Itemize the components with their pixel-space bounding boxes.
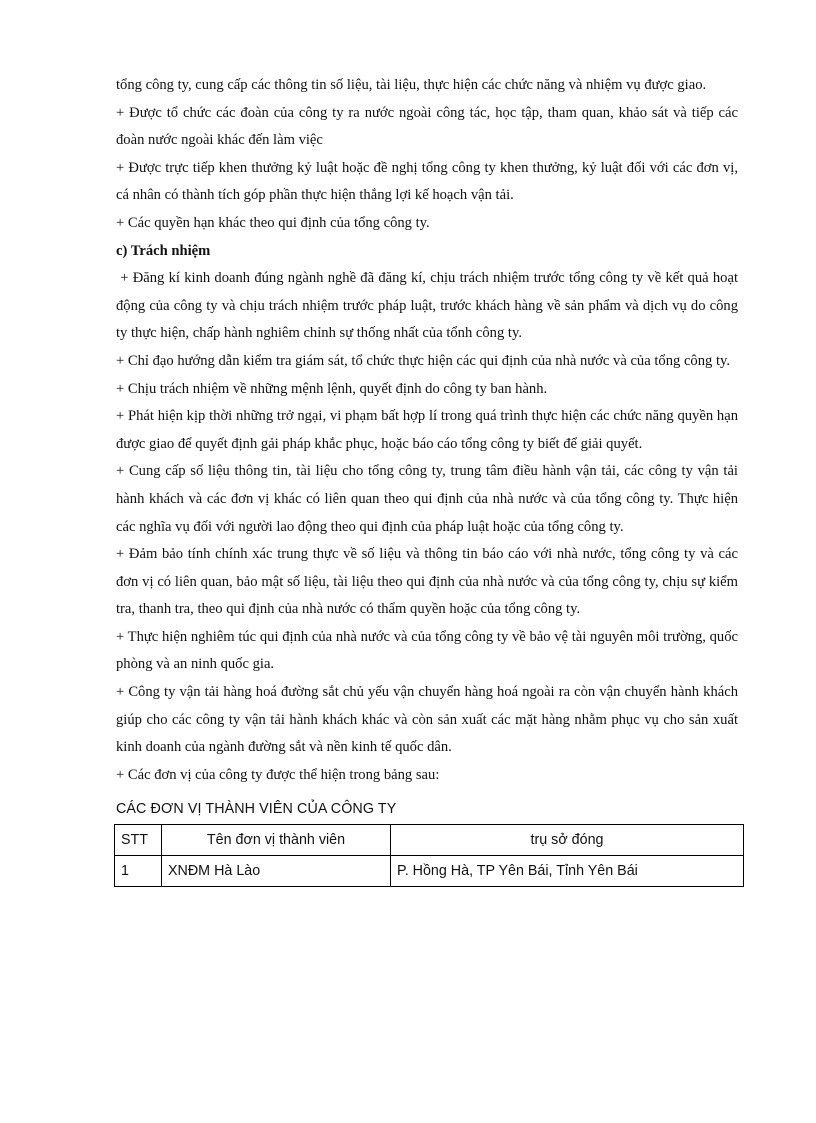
cell-location: P. Hồng Hà, TP Yên Bái, Tỉnh Yên Bái — [391, 856, 744, 887]
table-title: CÁC ĐƠN VỊ THÀNH VIÊN CỦA CÔNG TY — [116, 801, 397, 818]
paragraph: tổng công ty, cung cấp các thông tin số liệu, tài liệu, thực hiện các chức năng và nhiệm vụ được giao. — [116, 77, 707, 93]
paragraph: + Công ty vận tải hàng hoá đường sắt chủ yếu vận chuyển hàng hoá ngoài ra còn vận chuyển hành khách giúp cho các công ty vận tải hành khách khác và còn sản xuất các mặt hàng nhằm phục vụ cho sản xuất kinh doanh của ngành đường sắt và nền kinh tế quốc dân. — [116, 684, 738, 756]
paragraph: + Đảm bảo tính chính xác trung thực về số liệu và thông tin báo cáo với nhà nước, tổng công ty và các đơn vị có liên quan, bảo mật số liệu, tài liệu theo qui định của nhà nước và của tổng công ty, chịu sự kiểm tra, thanh tra, theo qui định của nhà nước có thẩm quyền hoặc của tổng công ty. — [116, 546, 738, 618]
header-unit-name: Tên đơn vị thành viên — [162, 825, 391, 856]
paragraph: + Được trực tiếp khen thưởng kỷ luật hoặc đề nghị tổng công ty khen thưởng, kỷ luật đối với các đơn vị, cá nhân có thành tích góp phần thực hiện thắng lợi kế hoạch vận tải. — [116, 159, 738, 204]
paragraph: + Cung cấp số liệu thông tin, tài liệu cho tổng công ty, trung tâm điều hành vận tải, các công ty vận tải hành khách và các đơn vị khác có liên quan theo qui định của nhà nước và của tổng công ty. Thực hiện các nghĩa vụ đối với người lao động theo qui định của pháp luật hoặc của tổng công ty. — [116, 463, 738, 535]
paragraph: + Phát hiện kịp thời những trở ngại, vi phạm bất hợp lí trong quá trình thực hiện các chức năng quyền hạn được giao để quyết định gải pháp khắc phục, hoặc báo cáo tổng công ty biết để giải quyết. — [116, 408, 738, 452]
cell-unit-name: XNĐM Hà Lào — [162, 856, 391, 887]
document-page — [116, 72, 742, 887]
header-stt: STT — [115, 825, 162, 856]
paragraph: + Được tổ chức các đoàn của công ty ra nước ngoài công tác, học tập, tham quan, khảo sát và tiếp các đoàn nước ngoài khác đến làm việc — [116, 104, 738, 149]
header-location: trụ sở đóng — [391, 825, 744, 856]
paragraph: + Các đơn vị của công ty được thể hiện trong bảng sau: — [116, 766, 440, 783]
table-row — [115, 856, 744, 887]
paragraph: + Chỉ đạo hướng dẫn kiểm tra giám sát, tổ chức thực hiện các qui định của nhà nước và của tổng công ty. — [116, 352, 731, 369]
paragraph: + Thực hiện nghiêm túc qui định của nhà nước và của tổng công ty về bảo vệ tài nguyên môi trường, quốc phòng và an ninh quốc gia. — [116, 628, 738, 673]
member-units-table — [114, 824, 744, 887]
paragraph: + Các quyền hạn khác theo qui định của tổng công ty. — [116, 214, 430, 231]
section-heading: c) Trách nhiệm — [116, 242, 211, 259]
paragraph: + Chịu trách nhiệm về những mệnh lệnh, quyết định do công ty ban hành. — [116, 380, 548, 397]
table-header-row — [115, 825, 744, 856]
cell-stt: 1 — [115, 856, 162, 887]
paragraph: + Đăng kí kinh doanh đúng ngành nghề đã đăng kí, chịu trách nhiệm trước tổng công ty về kết quả hoạt động của công ty và chịu trách nhiệm trước pháp luật, trước khách hàng về sản phẩm và dịch vụ do công ty thực hiện, chấp hành nghiêm chỉnh sự thống nhất của tổnh công ty. — [116, 270, 742, 342]
